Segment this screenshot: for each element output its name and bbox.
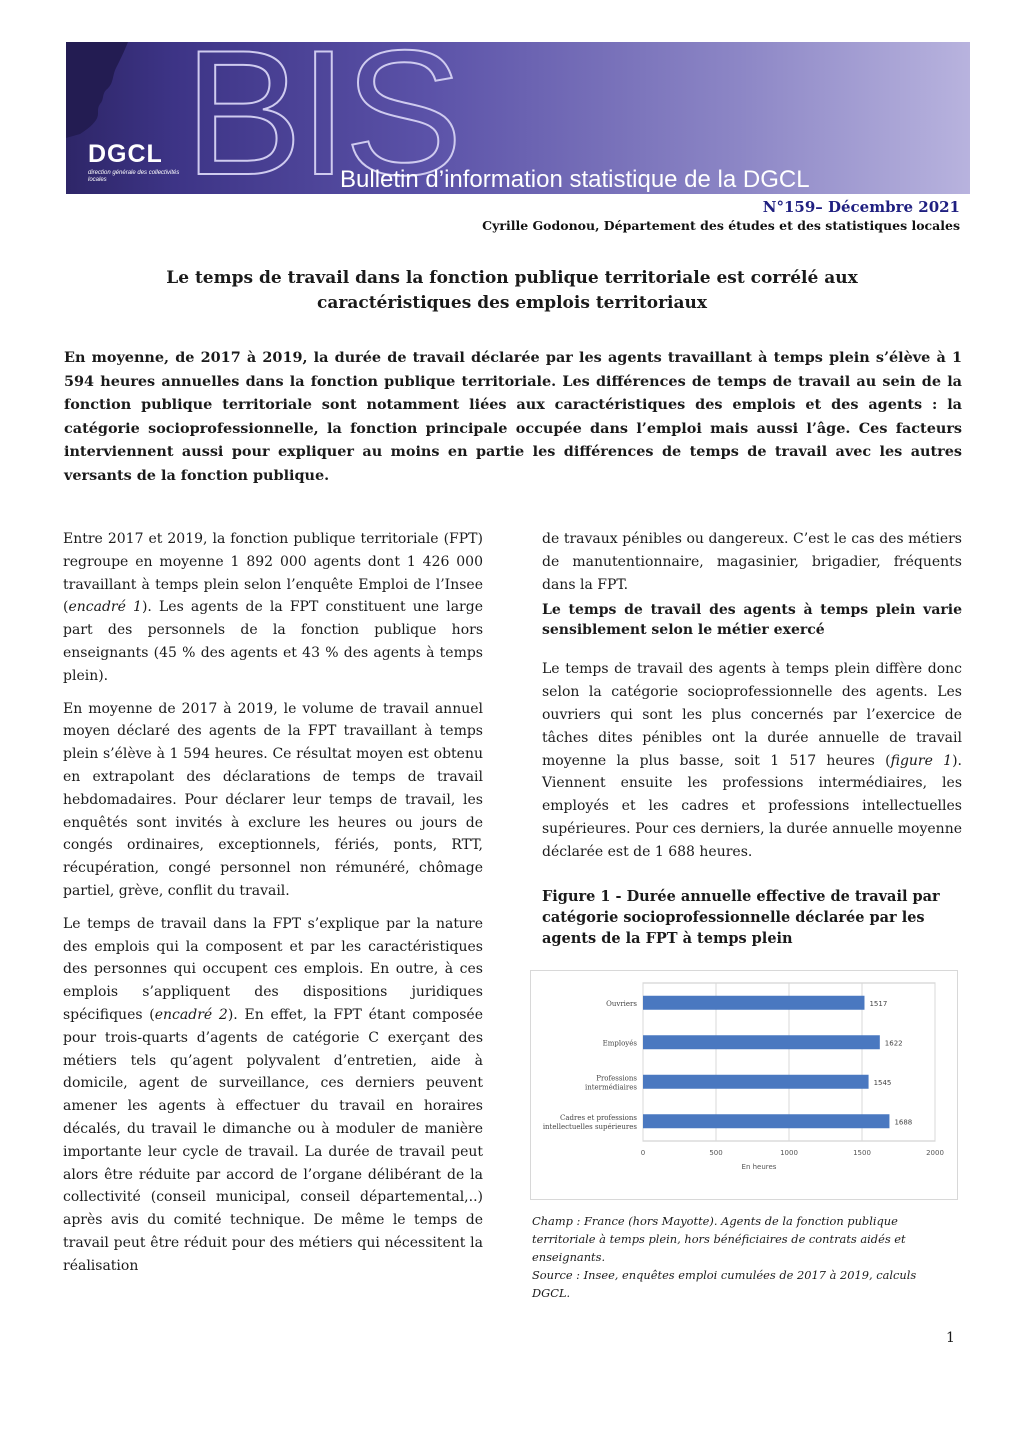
paragraph: de travaux pénibles ou dangereux. C’est le cas des métiers de manutentionnaire, magasinier, brigadier, fréquents dans la FPT.: [542, 531, 962, 593]
bar: [643, 1075, 869, 1089]
figure-title: Figure 1 - Durée annuelle effective de travail par catégorie socioprofessionnelle déclarée par les agents de la FPT à temps plein: [542, 887, 940, 947]
bar: [643, 996, 864, 1010]
data-label: 1517: [869, 999, 888, 1008]
bis-logo: BIS: [184, 42, 459, 194]
bar-chart: [531, 971, 957, 1199]
category-label-line: Employés: [602, 1039, 637, 1048]
bar: [643, 1035, 880, 1049]
issue-number: N°159– Décembre 2021: [762, 198, 960, 216]
header-banner: [66, 42, 970, 194]
emphasis-ref: encadré 1: [68, 599, 142, 616]
category-label-line: intermédiaires: [584, 1083, 637, 1092]
page-number: 1: [946, 1330, 955, 1346]
data-label: 1622: [884, 1039, 903, 1048]
paragraph: Entre 2017 et 2019, la fonction publique territoriale (FPT) regroupe en moyenne 1 892 000 agents dont 1 426 000 travaillant à temps plein selon l’enquête Emploi de l’Insee (encadré 1). Les agents de la FPT constituent une large part des personnels de la fonction publique hors enseignants (45 % des agents et 43 % des agents à temps plein).: [63, 531, 483, 684]
dgcl-logo-text: DGCL: [88, 140, 163, 168]
paragraph: En moyenne de 2017 à 2019, le volume de travail annuel moyen déclaré des agents de la FPT travaillant à temps plein s’élève à 1 594 heures. Ce résultat moyen est obtenu en extrapolant des déclarations de temps de travail hebdomadaires. Pour déclarer leur temps de travail, les enquêtés sont invités à exclure les heures ou jours de congés ordinaires, exceptionnels, fériés, ponts, RTT, récupération, congé personnel non rémunéré, chômage partiel, grève, conflit du travail.: [63, 700, 483, 899]
x-tick-label: 500: [709, 1149, 723, 1157]
figure-notes: [532, 1212, 952, 1302]
category-label-line: Cadres et professions: [559, 1113, 637, 1122]
category-label: [606, 1000, 637, 1008]
bar: [643, 1114, 889, 1128]
category-label-line: intellectuelles supérieures: [542, 1122, 637, 1131]
dgcl-subtitle: direction générale des collectivités locales: [88, 170, 180, 183]
paragraph: Le temps de travail des agents à temps plein diffère donc selon la catégorie socioprofessionnelle des agents. Les ouvriers qui sont les plus concernés par l’exercice de tâches dites pénibles ont la durée annuelle de travail moyenne la plus basse, soit 1 517 heures (figure 1). Viennent ensuite les professions intermédiaires, les employés et les cadres et professions intellectuelles supérieures. Pour ces derniers, la durée annuelle moyenne déclarée est de 1 688 heures.: [542, 661, 963, 860]
right-column: [542, 528, 962, 949]
x-tick-label: 1500: [853, 1149, 871, 1157]
article-title-line-2: caractéristiques des emplois territoriaux: [317, 293, 707, 313]
article-title-line-1: Le temps de travail dans la fonction publique territoriale est corrélé aux: [166, 268, 858, 288]
data-label: 1545: [873, 1078, 892, 1087]
category-label-line: Professions: [596, 1074, 637, 1083]
article-title: [90, 266, 934, 316]
bulletin-title: Bulletin d’information statistique de la DGCL: [340, 166, 810, 193]
x-tick-label: 2000: [926, 1149, 944, 1157]
lead-paragraph: En moyenne, de 2017 à 2019, la durée de travail déclarée par les agents travaillant à temps plein s’élève à 1 594 heures annuelles dans la fonction publique territoriale. Les différences de temps de travail au sein de la fonction publique territoriale sont notamment liées aux caractéristiques des emplois et des agents : la catégorie socioprofessionnelle, la fonction principale occupée dans l’emploi mais aussi l’âge. Ces facteurs interviennent aussi pour expliquer au moins en partie les différences de temps de travail avec les autres versants de la fonction publique.: [64, 349, 962, 484]
source-note: Source : Insee, enquêtes emploi cumulées de 2017 à 2019, calculs DGCL.: [532, 1268, 917, 1300]
paragraph: Le temps de travail dans la FPT s’explique par la nature des emplois qui la composent et par les caractéristiques des personnes qui occupent ces emplois. En outre, à ces emplois s’appliquent des dispositions juridiques spécifiques (encadré 2). En effet, la FPT étant composée pour trois-quarts d’agents de catégorie C exerçant des métiers tels qu’agent polyvalent d’entretien, aide à domicile, agent de surveillance, ces derniers peuvent amener les agents à effectuer du travail en horaires décalés, du travail le dimanche ou à moduler de manière importante leur cycle de travail. La durée de travail peut alors être réduite par accord de l’organe délibérant de la collectivité (conseil municipal, conseil départemental,..) après avis du comité technique. De même le temps de travail peut être réduit pour des métiers qui nécessitent la réalisation: [63, 915, 483, 1274]
figure-1-chart: [530, 970, 958, 1200]
x-axis-label: En heures: [741, 1163, 777, 1171]
section-subheading: Le temps de travail des agents à temps plein varie sensiblement selon le métier exercé: [542, 602, 962, 639]
x-tick-label: 1000: [780, 1149, 798, 1157]
x-tick-label: 0: [640, 1149, 646, 1157]
left-column: [63, 528, 483, 1288]
category-label: [603, 1039, 638, 1047]
data-label: 1688: [894, 1118, 913, 1127]
category-label: [585, 1074, 637, 1091]
emphasis-ref: figure 1: [890, 752, 953, 769]
champ-note: Champ : France (hors Mayotte). Agents de la fonction publique territoriale à temps plein, hors bénéficiaires de contrats aidés et enseignants.: [532, 1214, 906, 1264]
emphasis-ref: encadré 2: [154, 1006, 228, 1023]
author-line: Cyrille Godonou, Département des études et des statistiques locales: [482, 218, 960, 233]
category-label-line: Ouvriers: [606, 999, 637, 1008]
category-label: [543, 1114, 638, 1131]
